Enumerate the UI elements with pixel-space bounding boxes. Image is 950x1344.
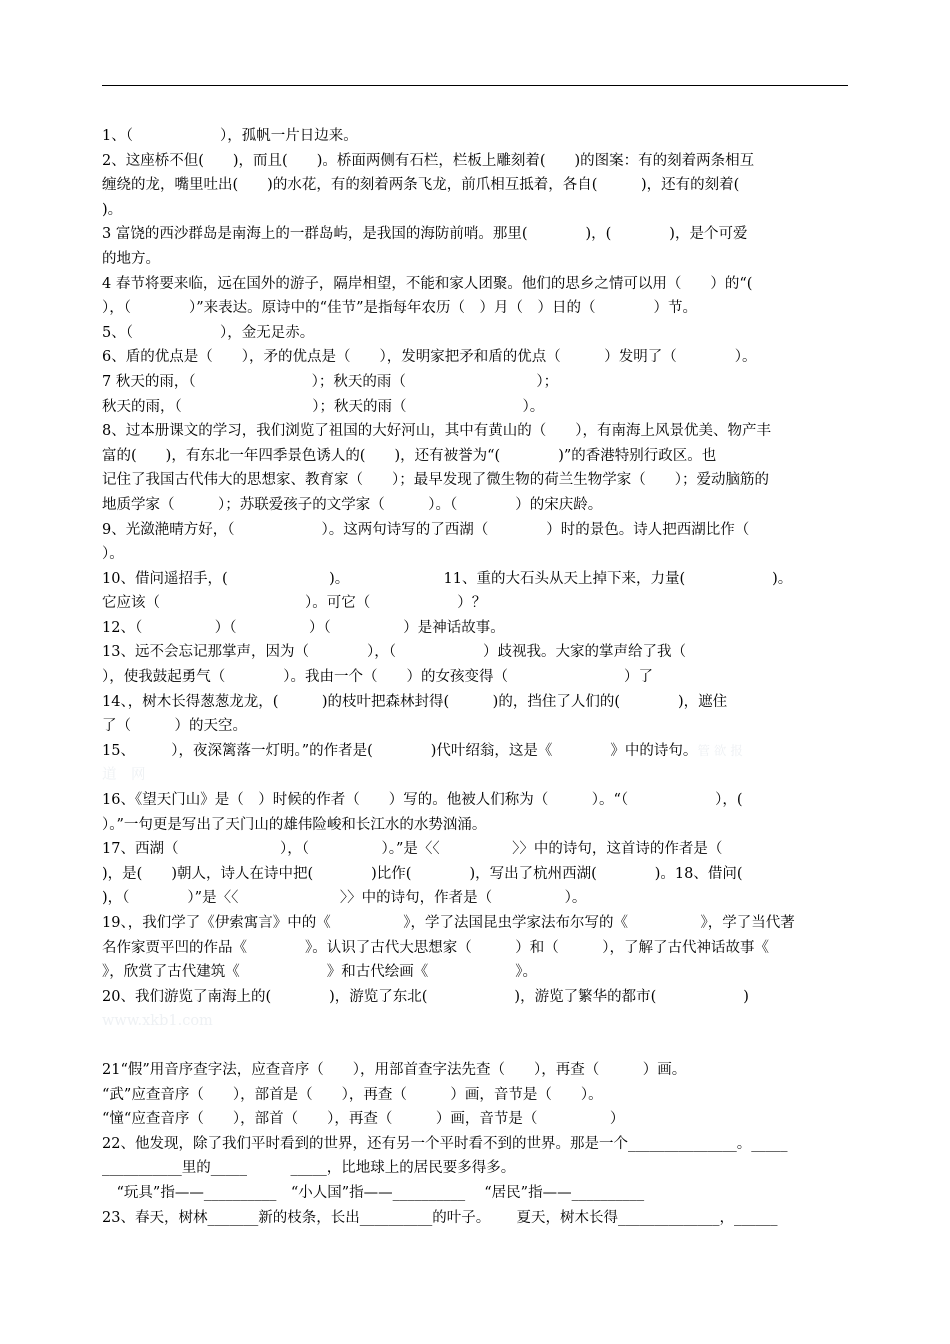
question-21-line-3: “憧“应查音序（ ），部首（ ），再查（ ）画，音节是（ ）	[102, 1111, 625, 1128]
question-23: 23、春天，树林_______新的枝条，长出__________的叶子。 夏天，树木长得______________，______	[102, 1209, 778, 1226]
question-2-line-2: 缠绕的龙，嘴里吐出( )的水花，有的刻着两条飞龙，前爪相互抵着，各自( )，还有的刻着(	[102, 177, 740, 194]
question-14-line-2: 了（ ）的天空。	[102, 718, 247, 735]
header-rule	[102, 85, 848, 86]
question-16-line-1: 16、《望天门山》是（ ）时候的作者（ ）写的。他被人们称为（ ）。“（ ），(	[102, 792, 743, 809]
question-8-line-4: 地质学家（ ）；苏联爱孩子的文学家（ ）。（ ）的宋庆龄。	[102, 496, 603, 513]
question-21-line-2: “武”应查音序（ ），部首是（ ），再查（ ）画，音节是（ ）。	[102, 1086, 603, 1103]
question-22-line-1: 22、他发现，除了我们平时看到的世界，还有另一个平时看不到的世界。那是一个_______________。_____	[102, 1135, 788, 1152]
question-7-line-2: 秋天的雨，（ ）；秋天的雨（ ）。	[102, 398, 545, 415]
question-22-line-3: “玩具”指——__________ “小人国”指——__________ “居民”指——__________	[102, 1184, 645, 1201]
question-12: 12、（ ）（ ）（ ）是神话故事。	[102, 619, 505, 636]
question-4-line-2: ），（ ）”来表达。原诗中的“佳节”是指每年农历（ ）月（ ）日的（ ）节。	[102, 300, 697, 317]
question-13-line-2: ），使我鼓起勇气（ ）。我由一个（ ）的女孩变得（ ）了	[102, 669, 653, 686]
question-7-line-1: 7 秋天的雨，（ ）；秋天的雨（ ）；	[102, 373, 559, 390]
question-14-line-1: 14、，树木长得葱葱龙龙，( )的枝叶把森林封得( )的，挡住了人们的( )，遮住	[102, 693, 728, 710]
question-2-line-1: 2、这座桥不但( )，而且( )。桥面两侧有石栏，栏板上雕刻着( )的图案：有的刻着两条相互	[102, 152, 755, 169]
question-9-line-1: 9、光潋滟晴方好，（ ）。这两句诗写的了西湖（ ）时的景色。诗人把西湖比作（	[102, 521, 750, 538]
question-19-line-3: 》，欣赏了古代建筑《 》和古代绘画《 》。	[102, 964, 537, 981]
question-19-line-1: 19、，我们学了《伊索寓言》中的《 》，学了法国昆虫学家法布尔写的《 》，学了当代著	[102, 915, 795, 931]
question-8-line-1: 8、过本册课文的学习，我们浏览了祖国的大好河山，其中有黄山的（ ），有南海上风景优美、物产丰	[102, 423, 771, 440]
question-11-line-2: 它应该（ ）。可它（ ）？	[102, 595, 487, 612]
question-13-line-1: 13、远不会忘记那掌声，因为（ ），（ ）歧视我。大家的掌声给了我（	[102, 644, 686, 661]
spacer	[102, 1034, 850, 1058]
question-22-line-2: ___________里的_____ _____，比地球上的居民要多得多。	[102, 1160, 516, 1177]
question-16-line-2: ）。”一句更是写出了天门山的雄伟险峻和长江水的水势汹涌。	[102, 816, 487, 833]
question-20: 20、我们游览了南海上的( )，游览了东北( )，游览了繁华的都市( )	[102, 988, 749, 1005]
watermark-line: 道 网	[102, 767, 146, 784]
question-15-text: 15、 ），夜深篱落一灯明。”的作者是( )代叶绍翁，这是《 》中的诗句。	[102, 742, 698, 759]
question-6: 6、盾的优点是（ ），矛的优点是（ ），发明家把矛和盾的优点（ ）发明了（ ）。	[102, 349, 757, 366]
question-17-line-1: 17、西湖（ ），（ ）。”是〈〈 〉〉中的诗句，这首诗的作者是（	[102, 841, 723, 858]
question-4-line-1: 4 春节将要来临，远在国外的游子，隔岸相望，不能和家人团聚。他们的思乡之情可以用（ ）的“(	[102, 275, 753, 292]
watermark-url: www.xkb1.com	[102, 1013, 213, 1030]
question-10-11-line-1: 10、借问遥招手，( )。 11、重的大石头从天上掉下来，力量( )。	[102, 570, 793, 587]
question-8-line-3: 记住了我国古代伟大的思想家、教育家（ ）；最早发现了微生物的荷兰生物学家（ ）；爱动脑筋的	[102, 472, 769, 489]
question-19-line-2: 名作家贾平凹的作品《 》。认识了古代大思想家（ ）和（ ），了解了古代神话故事《	[102, 939, 769, 956]
question-5: 5、（ ），金无足赤。	[102, 324, 315, 341]
question-18-line-3: )，（ ）”是〈〈 〉〉中的诗句，作者是（ ）。	[102, 890, 587, 907]
question-15	[102, 739, 850, 764]
question-3-line-1: 3 富饶的西沙群岛是南海上的一群岛屿，是我国的海防前哨。那里( )，( )，是个可爱	[102, 226, 748, 243]
question-17-18-line-2: )，是( )朝人，诗人在诗中把( )比作( )，写出了杭州西湖( )。18、借问(	[102, 865, 743, 882]
question-21-line-1: 21“假”用音序查字法，应查音序（ ），用部首查字法先查（ ），再查（ ）画。	[102, 1061, 687, 1078]
watermark-text: 管 欲 报	[697, 742, 743, 758]
question-9-line-2: ）。	[102, 546, 124, 563]
question-1: 1、（ ），孤帆一片日边来。	[102, 128, 358, 144]
question-8-line-2: 富的( )，有东北一年四季景色诱人的( )，还有被誉为“( )”的香港特别行政区。也	[102, 447, 717, 464]
question-2-line-3: )。	[102, 201, 123, 218]
question-3-line-2: 的地方。	[102, 250, 160, 267]
worksheet-body	[102, 124, 850, 1230]
